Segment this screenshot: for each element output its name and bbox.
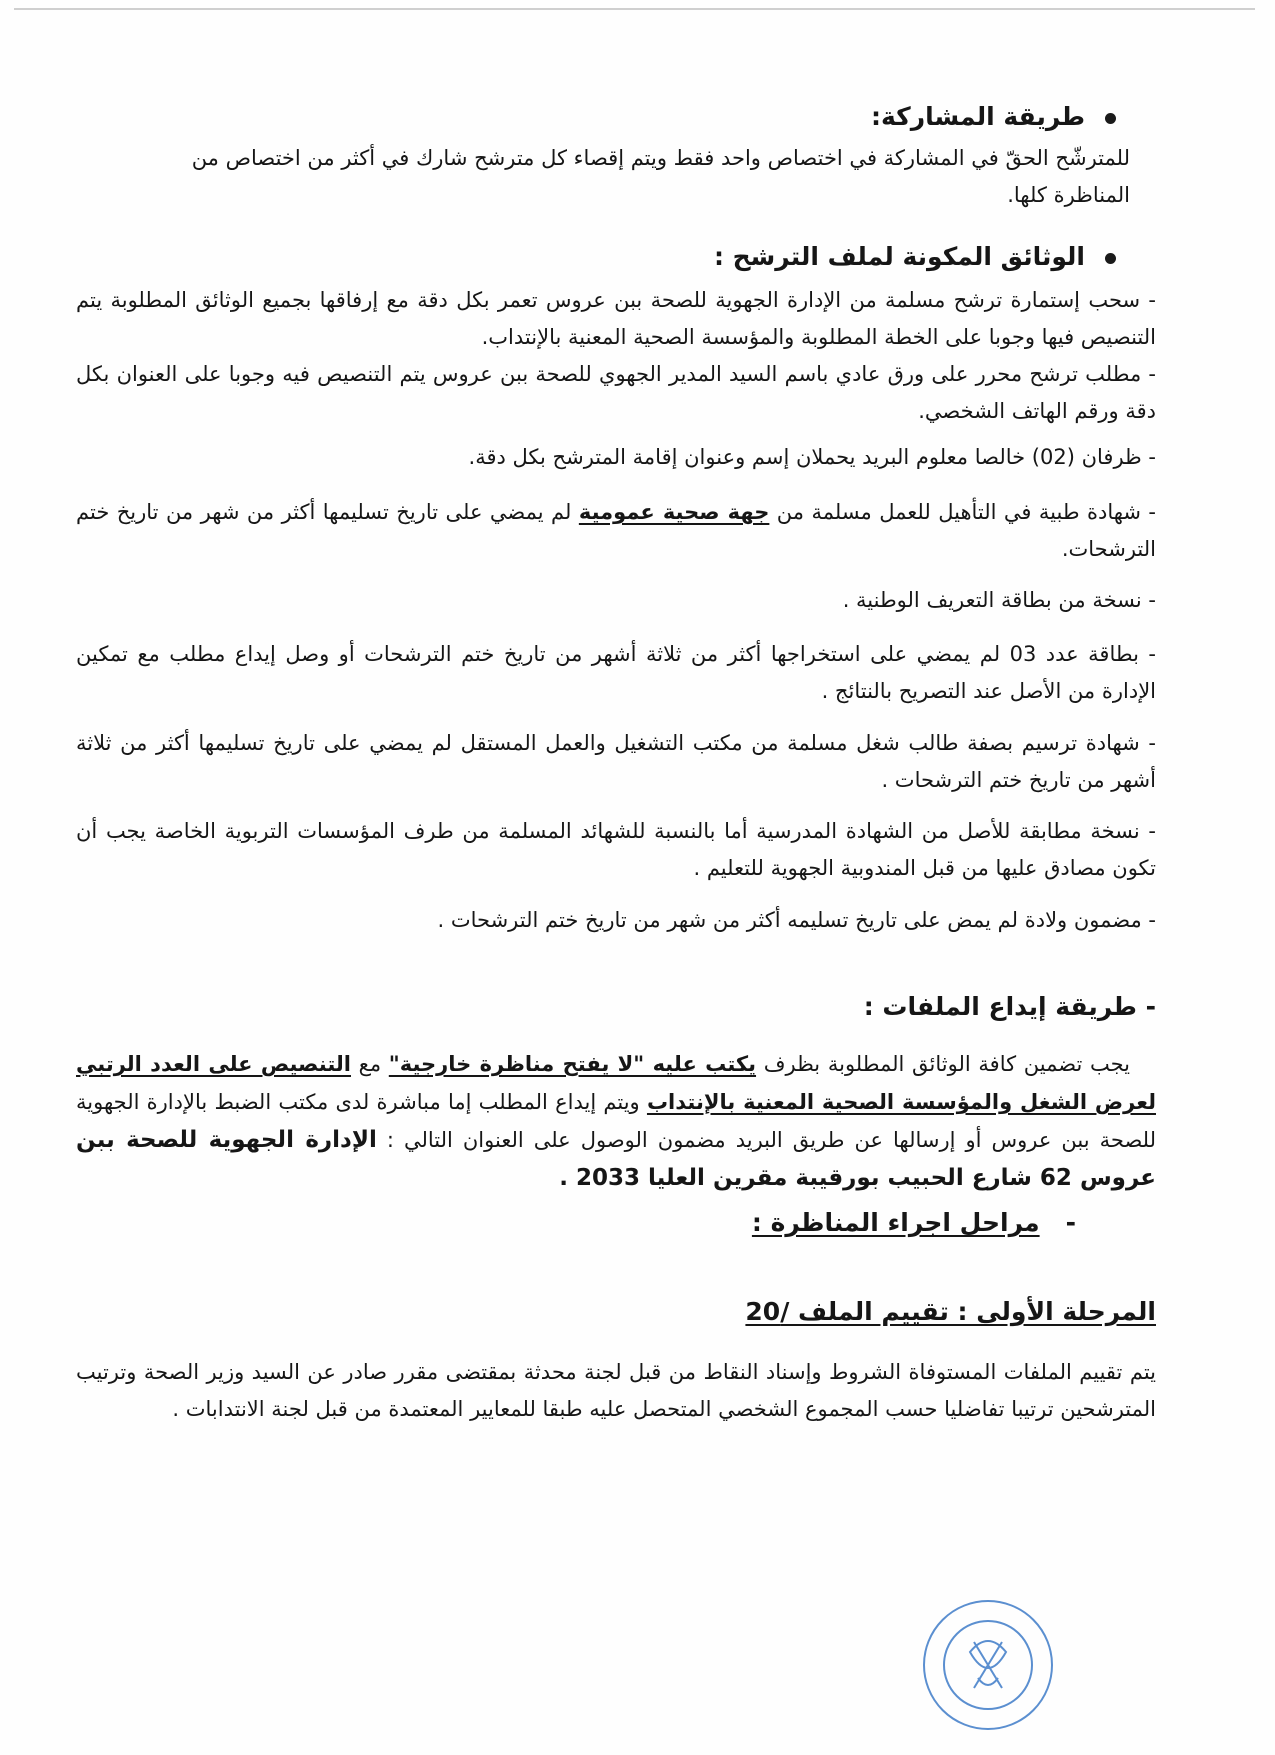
documents-item-1: - سحب إستمارة ترشح مسلمة من الإدارة الجهوية للصحة ببن عروس تعمر بكل دقة مع إرفاقها بجميع الوثائق المطلوبة يتم التنصيص فيها وجوبا على الخطة المطلوبة والمؤسسة الصحية المعنية بالإنتداب. [76, 288, 1156, 349]
documents-item-2: - مطلب ترشح محرر على ورق عادي باسم السيد المدير الجهوي للصحة ببن عروس يتم التنصيص فيه وجوبا على العنوان بكل دقة ورقم الهاتف الشخصي. [76, 362, 1156, 423]
stages-heading-wrap [76, 1206, 1156, 1240]
bullet-icon [1105, 113, 1116, 124]
documents-item-3: - ظرفان (02) خالصا معلوم البريد يحملان إسم وعنوان إقامة المترشح بكل دقة. [468, 445, 1156, 469]
deposit-address: الإدارة الجهوية للصحة ببن عروس 62 شارع الحبيب بورقيبة مقرين العليا 2033 . [76, 1127, 1156, 1191]
participation-line-2: المناظرة كلها. [1007, 183, 1130, 207]
stage1-text: يتم تقييم الملفات المستوفاة الشروط وإسناد النقاط من قبل لجنة محدثة بمقتضى مقرر صادر عن السيد وزير الصحة وترتيب المترشحين ترتيبا تفاضليا حسب المجموع الشخصي المتحصل عليه طبقا للمعايير المعتمدة من قبل لجنة الانتدابات . [76, 1360, 1156, 1421]
stage1-heading: المرحلة الأولى : تقييم الملف /20 [745, 1297, 1156, 1326]
deposit-paragraph [76, 1045, 1156, 1197]
deposit-heading: - طريقة إيداع الملفات : [863, 992, 1156, 1021]
stages-heading: -مراحل اجراء المناظرة : [751, 1208, 1076, 1237]
medical-emphasis: جهة صحية عمومية [578, 500, 770, 524]
deposit-emphasis-1: يكتب عليه "لا يفتح مناظرة خارجية" [388, 1052, 757, 1076]
deposit-text-1: يجب تضمين كافة الوثائق المطلوبة بظرف [756, 1052, 1131, 1076]
participation-section [76, 100, 1156, 134]
documents-item-school: - نسخة مطابقة للأصل من الشهادة المدرسية أما بالنسبة للشهائد المسلمة من طرف المؤسسات التربوية الخاصة يجب أن تكون مصادق عليها من قبل المندوبية الجهوية للتعليم . [76, 819, 1156, 880]
scan-edge-line [14, 8, 1255, 10]
documents-item-job-seeker: - شهادة ترسيم بصفة طالب شغل مسلمة من مكتب التشغيل والعمل المستقل لم يمضي على تاريخ تسليمها أكثر من ثلاثة أشهر من تاريخ ختم الترشحات . [76, 731, 1156, 792]
documents-item-birth: - مضمون ولادة لم يمض على تاريخ تسليمه أكثر من شهر من تاريخ ختم الترشحات . [437, 908, 1156, 932]
medical-text-after: لم يمضي على تاريخ تسليمها أكثر من شهر من تاريخ ختم الترشحات. [76, 500, 1156, 561]
bullet-icon [1105, 253, 1116, 264]
documents-item-record: - بطاقة عدد 03 لم يمضي على استخراجها أكثر من ثلاثة أشهر من تاريخ ختم الترشحات أو وصل إيداع مطلب مع تمكين الإدارة من الأصل عند التصريح بالنتائج . [76, 642, 1156, 703]
participation-text [76, 140, 1156, 214]
documents-item-medical [76, 494, 1156, 568]
deposit-text-2: مع [350, 1052, 389, 1076]
deposit-text-3: ويتم إيداع المطلب إما مباشرة لدى مكتب الضبط بالإدارة الجهوية للصحة ببن عروس أو إرسالها عن طريق البريد مضمون الوصول على العنوان التالي : [76, 1090, 1157, 1152]
documents-heading: الوثائق المكونة لملف الترشح : [76, 240, 1156, 274]
documents-heading-wrap [76, 240, 1156, 274]
medical-text-before: - شهادة طبية في التأهيل للعمل مسلمة من [769, 500, 1157, 524]
official-stamp-icon [918, 1590, 1058, 1740]
documents-item-id-card: - نسخة من بطاقة التعريف الوطنية . [842, 588, 1156, 612]
deposit-emphasis-2: التنصيص على العدد الرتبي لعرض الشغل والمؤسسة الصحية المعنية بالإنتداب [76, 1052, 1156, 1114]
deposit-heading-wrap [76, 990, 1156, 1024]
stage1-heading-wrap [76, 1295, 1156, 1329]
participation-heading: طريقة المشاركة: [76, 100, 1156, 134]
participation-line-1: للمترشّح الحقّ في المشاركة في اختصاص واحد فقط ويتم إقصاء كل مترشح شارك في أكثر من اختصاص من [191, 146, 1130, 170]
